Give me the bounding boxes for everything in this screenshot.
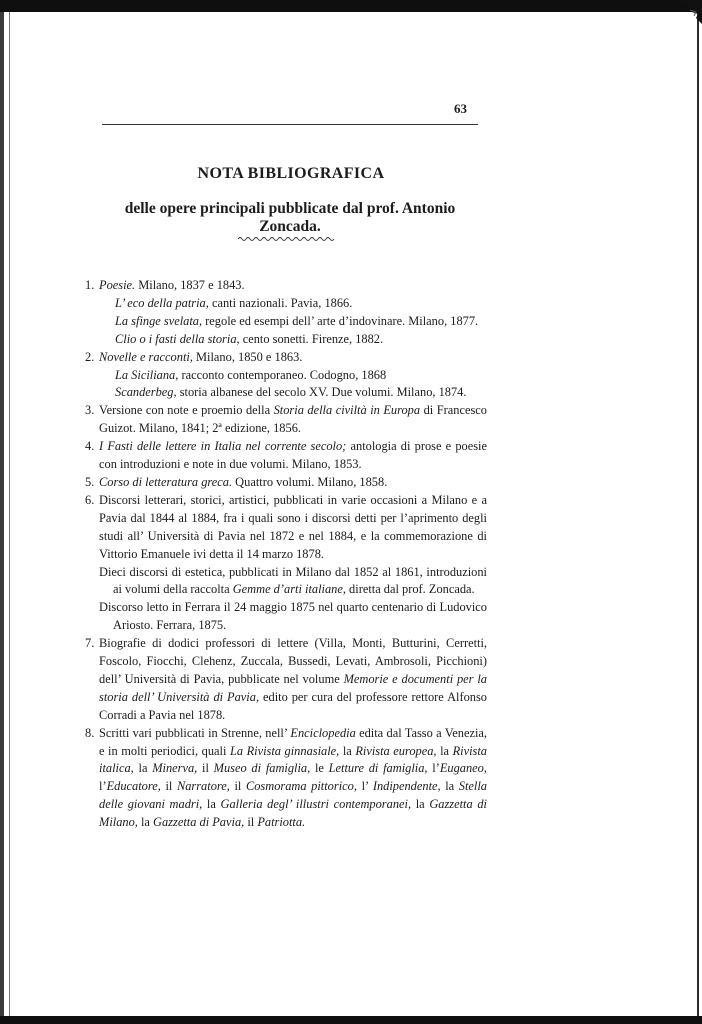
work-title: Indipendente, [372,779,441,794]
entry-fragment: l’ [99,779,107,794]
entry-number: 1. [85,278,95,292]
entry-fragment: Discorsi letterari, storici, artistici, pubblicati in varie occasioni a Milano e a Pavia dal 1844 al 1884, fra i quali sono i discorsi detti per l’aprimento degli studi all’ Università di Pavia nel 1872 e nel 1884, e la commemorazione di Vittorio Emanuele ivi detta il 14 marzo 1878. [99,492,487,561]
entry-fragment: l’ [356,779,373,794]
entry-subitem [85,313,487,331]
entry-fragment: antologia di prose e poesie con introduzioni e note in due volumi. Milano, 1853. [99,439,488,472]
entry-fragment: Scritti vari pubblicati in Strenne, nell’ [99,725,291,740]
entry-number: 5. [85,474,95,489]
entry-fragment: la [133,761,153,776]
entry-fragment: Milano, 1837 e 1843. [135,278,245,292]
entry-fragment: edito per cura del professore rettore Alfonso Corradi a Pavia nel 1878. [99,689,488,722]
scan-left-border [0,12,4,1016]
entry-number: 6. [85,492,95,507]
header-rule [102,124,478,125]
entry-number: 8. [85,725,95,740]
work-title: Gemme d’arti italiane, [232,582,346,597]
work-title: Patriotta. [257,815,306,830]
entry-fragment: il [197,761,214,776]
work-title: La sfinge svelata, [115,313,203,328]
bibliography-entry [85,277,487,349]
entry-fragment: la [440,779,459,794]
entry-subitem [85,384,487,402]
page-binding-line [9,12,10,1016]
work-title: L’ eco della patria, [115,295,209,310]
bibliography-list [85,277,487,832]
entry-text [85,564,487,600]
work-title: Rivista europea, [355,743,437,758]
entry-text [85,402,487,438]
entry-text [85,438,487,474]
page-title: NOTA BIBLIOGRAFICA [197,165,385,182]
entry-fragment: l’ [427,761,440,776]
entry-fragment: edita dal Tasso a Venezia, e in molti periodici, quali [99,725,488,758]
entry-fragment: il [244,815,258,830]
work-title: Euganeo, [439,761,487,776]
work-title: Storia della civiltà in Europa [273,403,421,418]
work-title: Museo di famiglia, [213,761,311,776]
entry-fragment: racconto contemporaneo. Codogno, 1868 [178,367,387,382]
scan-right-border [697,12,699,1016]
entry-fragment: il [160,779,177,794]
scan-bottom-border [0,1016,702,1024]
scan-top-border [0,0,702,12]
work-title: La Rivista ginnasiale, [229,743,340,758]
entry-number: 2. [85,349,95,364]
entry-fragment: Quattro volumi. Milano, 1858. [232,474,388,489]
entry-text [85,474,487,492]
bibliography-entry [85,635,487,725]
work-title: Educatore, [106,779,161,794]
work-title: La Siciliana, [115,367,179,382]
entry-subitem [85,295,487,313]
entry-fragment: Biografie di dodici professori di lettere (Villa, Monti, Butturini, Cerretti, Foscolo, Fiocchi, Clehenz, Zuccala, Bussedi, Levati, Ambrosoli, Picchioni) dell’ Università di Pavia, pubblicate nel volume [99,636,487,686]
entry-fragment: la [411,797,430,812]
work-title: Narratore, [176,779,230,794]
work-title: Gazzetta di Milano, [99,797,487,830]
entry-fragment: la [436,743,453,758]
work-title: Novelle e racconti, [99,349,193,364]
work-title: Gazzetta di Pavia, [153,815,245,830]
work-title: Memorie e documenti per la storia dell’ Università di Pavia, [99,671,487,704]
entry-text [85,599,487,635]
torn-corner-icon [676,0,702,24]
work-title: Cosmorama pittorico, [245,779,357,794]
ornament-divider [238,236,336,242]
entry-number: 4. [85,439,95,454]
bibliography-entry [85,492,487,635]
bibliography-entry [85,474,487,492]
work-title: Stella delle giovani madri, [99,779,487,812]
work-title: Galleria degl’ illustri contemporanei, [220,797,412,812]
entry-text [85,725,487,832]
entry-subitem [85,367,487,385]
work-title: I Fasti delle lettere in Italia nel corrente secolo; [99,439,347,454]
work-title: Rivista italica, [99,743,487,776]
work-title: Letture di famiglia, [328,761,428,776]
entry-fragment: Versione con note e proemio della [99,403,274,418]
entry-fragment: di Francesco Guizot. Milano, 1841; 2ª edizione, 1856. [99,403,487,436]
bibliography-entry [85,349,487,403]
entry-fragment: storia albanese del secolo XV. Due volumi. Milano, 1874. [176,385,467,400]
work-title: Enciclopedia [290,725,356,740]
page-number: 63 [454,101,467,116]
entry-fragment: Discorso letto in Ferrara il 24 maggio 1875 nel quarto centenario di Ludovico Ariosto. Ferrara, 1875. [99,600,487,633]
entry-fragment: il [229,779,246,794]
entry-fragment: diretta dal prof. Zoncada. [345,582,475,597]
entry-text [85,277,487,295]
work-title: Minerva, [152,761,198,776]
bibliography-entry [85,402,487,438]
entry-subitem [85,331,487,349]
entry-fragment: la [202,797,221,812]
entry-fragment: Milano, 1850 e 1863. [192,349,303,364]
page-subtitle: delle opere principali pubblicate dal prof. Antonio Zoncada. [124,200,456,235]
entry-fragment: cento sonetti. Firenze, 1882. [239,331,384,346]
bibliography-entry [85,725,487,832]
entry-fragment: canti nazionali. Pavia, 1866. [208,295,353,310]
entry-number: 3. [85,403,95,418]
work-title: Scanderbeg, [115,385,177,400]
work-title: Clio o i fasti della storia, [115,331,240,346]
entry-fragment: la [339,743,356,758]
entry-fragment: regole ed esempi dell’ arte d’indovinare. Milano, 1877. [202,313,479,328]
entry-text [85,492,487,564]
bibliography-entry [85,438,487,474]
entry-text [85,349,487,367]
entry-number: 7. [85,636,95,651]
entry-fragment: Dieci discorsi di estetica, pubblicati in Milano dal 1852 al 1861, introduzioni ai volumi della raccolta [99,564,487,597]
work-title: Poesie. [99,278,136,292]
entry-fragment: le [310,761,329,776]
entry-text [85,635,487,725]
work-title: Corso di letteratura greca. [99,474,233,489]
entry-fragment: la [137,815,154,830]
